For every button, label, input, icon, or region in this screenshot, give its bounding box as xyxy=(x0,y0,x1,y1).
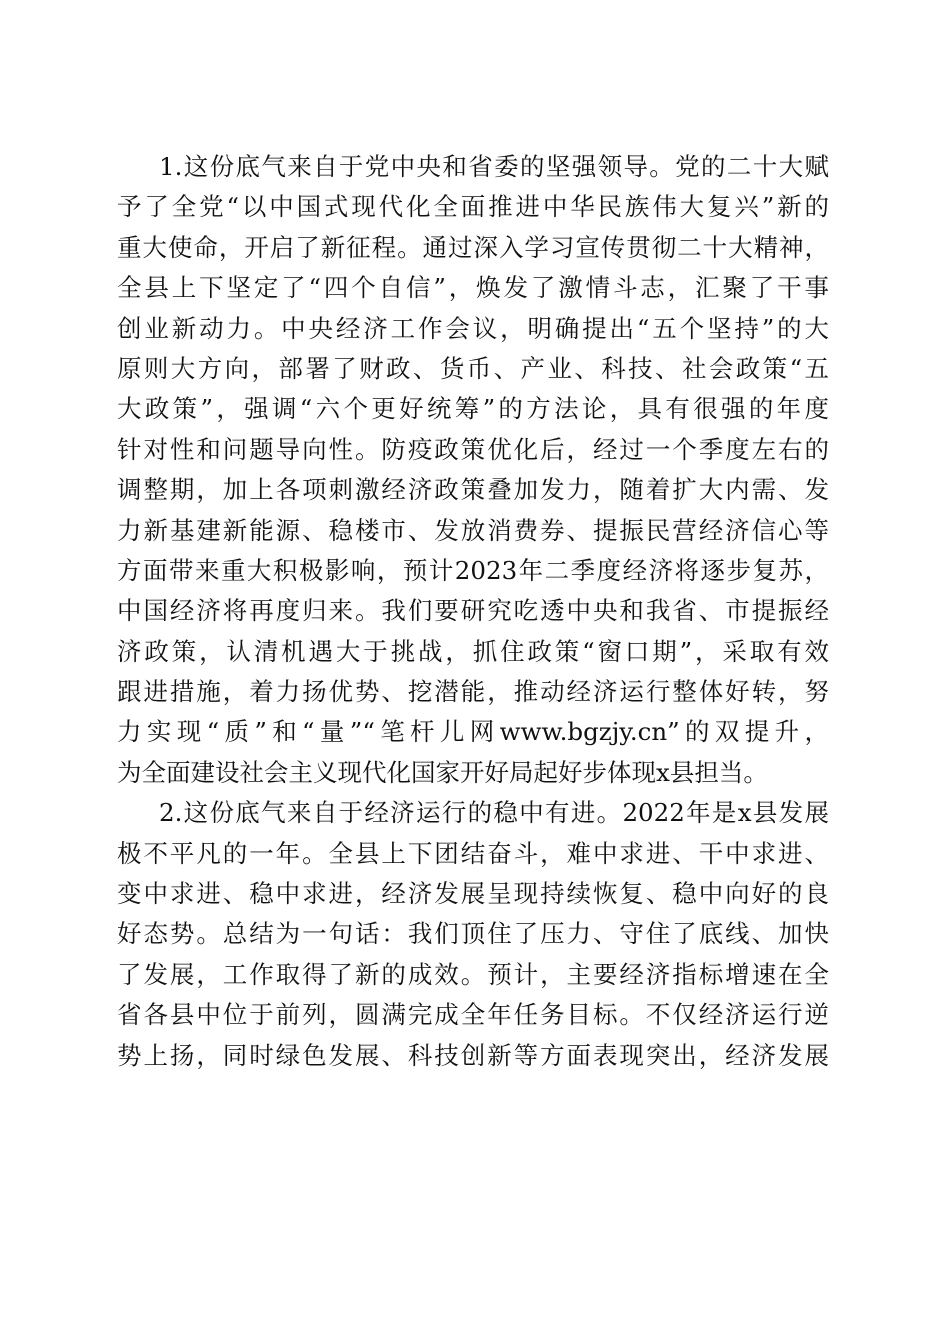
paragraph-line: 原则大方向，部署了财政、货币、产业、科技、社会政策“五 xyxy=(117,353,829,383)
paragraph-line: 调整期，加上各项刺激经济政策叠加发力，随着扩大内需、发 xyxy=(117,475,829,505)
paragraph-line: 跟进措施，着力扬优势、挖潜能，推动经济运行整体好转，努 xyxy=(117,677,829,707)
paragraph-line: 全县上下坚定了“四个自信”，焕发了激情斗志，汇聚了干事 xyxy=(117,273,829,303)
paragraph-line: 省各县中位于前列，圆满完成全年任务目标。不仅经济运行逆 xyxy=(117,1000,829,1030)
paragraph-line: 了发展，工作取得了新的成效。预计，主要经济指标增速在全 xyxy=(117,959,829,989)
paragraph-line: 1.这份底气来自于党中央和省委的坚强领导。党的二十大赋 xyxy=(159,152,829,181)
paragraph-line: 势上扬，同时绿色发展、科技创新等方面表现突出，经济发展 xyxy=(117,1040,829,1070)
paragraph-line: 方面带来重大积极影响，预计2023年二季度经济将逐步复苏， xyxy=(117,555,829,585)
document-body xyxy=(117,147,829,1076)
paragraph-line: 力新基建新能源、稳楼市、发放消费券、提振民营经济信心等 xyxy=(117,515,829,545)
paragraph-line: 中国经济将再度归来。我们要研究吃透中央和我省、市提振经 xyxy=(117,596,829,626)
paragraph-line: 极不平凡的一年。全县上下团结奋斗，难中求进、干中求进、 xyxy=(117,838,829,868)
paragraph-line: 力实现“质”和“量”“笔杆儿网www.bgzjy.cn”的双提升， xyxy=(117,717,829,747)
paragraph-line: 为全面建设社会主义现代化国家开好局起好步体现x县担当。 xyxy=(117,757,768,787)
paragraph-line: 济政策，认清机遇大于挑战，抓住政策“窗口期”，采取有效 xyxy=(117,636,829,666)
paragraph-line: 创业新动力。中央经济工作会议，明确提出“五个坚持”的大 xyxy=(117,313,829,343)
paragraph-line: 变中求进、稳中求进，经济发展呈现持续恢复、稳中向好的良 xyxy=(117,879,829,909)
paragraph-line: 针对性和问题导向性。防疫政策优化后，经过一个季度左右的 xyxy=(117,434,829,464)
paragraph-line: 重大使命，开启了新征程。通过深入学习宣传贯彻二十大精神， xyxy=(117,232,829,262)
paragraph-2 xyxy=(117,793,829,1076)
paragraph-line: 大政策”，强调“六个更好统筹”的方法论，具有很强的年度 xyxy=(117,394,829,424)
paragraph-line: 好态势。总结为一句话：我们顶住了压力、守住了底线、加快 xyxy=(117,919,829,949)
paragraph-line: 予了全党“以中国式现代化全面推进中华民族伟大复兴”新的 xyxy=(117,192,829,222)
paragraph-1 xyxy=(117,147,829,793)
paragraph-line: 2.这份底气来自于经济运行的稳中有进。2022年是x县发展 xyxy=(159,798,829,828)
